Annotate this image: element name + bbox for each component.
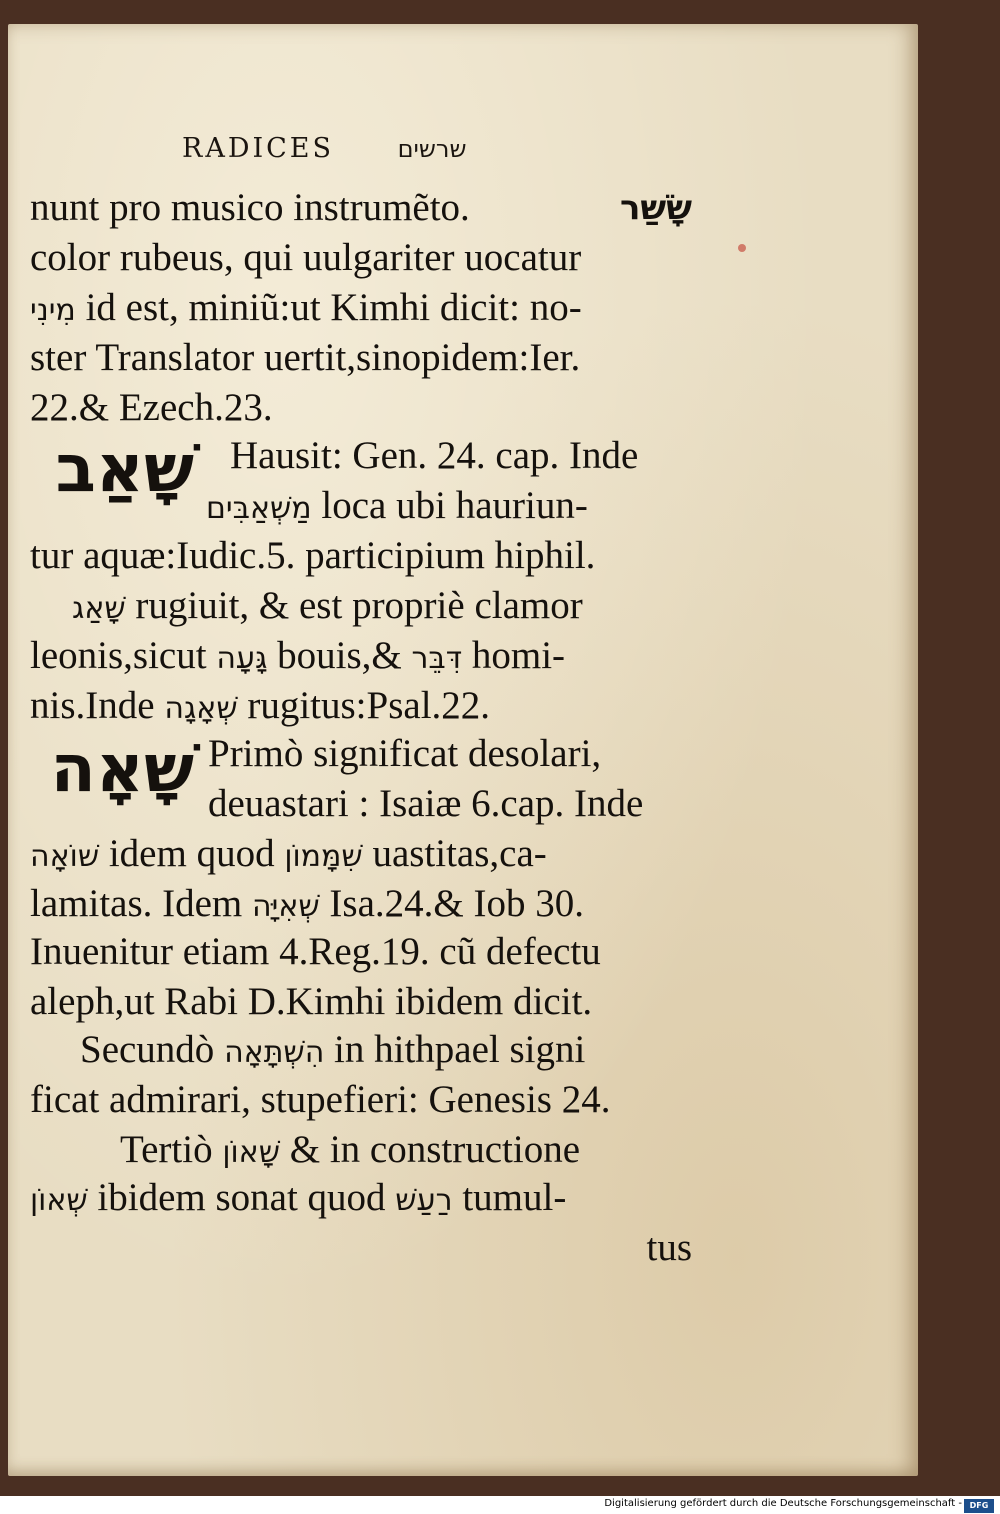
hebrew-word: שׁוֹאָה: [30, 839, 100, 874]
hebrew-word: הִשְׁתָּאָה: [224, 1035, 325, 1070]
text-line: nis.Inde שְׁאָגָה rugitus:Psal.22.: [30, 684, 491, 727]
header-hebrew: שרשים: [397, 135, 467, 163]
hebrew-word: שָׁאַג: [72, 591, 126, 626]
hebrew-word: גָּעָה: [216, 641, 268, 676]
text-line: Secundò הִשְׁתָּאָה in hithpael signi: [80, 1028, 586, 1071]
hebrew-word: דִּבֵּר: [411, 641, 463, 676]
hebrew-word: שָׁאוֹן: [222, 1135, 280, 1170]
digitization-credit: Digitalisierung gefördert durch die Deutsche Forschungsgemeinschaft -: [604, 1498, 962, 1509]
text-line: leonis,sicut גָּעָה bouis,& דִּבֵּר homi-: [30, 634, 566, 677]
text-line: Tertiò שָׁאוֹן & in constructione: [120, 1128, 581, 1171]
text-line: aleph,ut Rabi D.Kimhi ibidem dicit.: [30, 980, 593, 1023]
text-line: ster Translator uertit,sinopidem:Ier.: [30, 336, 581, 379]
hebrew-word: רַעַשׁ: [395, 1183, 453, 1218]
running-header: [182, 133, 466, 164]
hebrew-word: שָׂשַׁר: [619, 188, 692, 228]
hebrew-word: שִׁמָּמוֹן: [284, 839, 363, 874]
text-line: nunt pro musico instrumẽto. שָׂשַׁר: [30, 186, 692, 229]
text-line: מִינִי id est, miniũ:ut Kimhi dicit: no-: [30, 286, 582, 329]
header-latin: RADICES: [182, 133, 335, 164]
text-line: Inuenitur etiam 4.Reg.19. cũ defectu: [30, 930, 601, 973]
text-line: שׁוֹאָה idem quod שִׁמָּמוֹן uastitas,ca-: [30, 832, 547, 875]
text-line: ficat admirari, stupefieri: Genesis 24.: [30, 1078, 611, 1121]
text-line: tur aquæ:Iudic.5. participium hiphil.: [30, 534, 596, 577]
hebrew-word: מַשְׁאַבִּים: [206, 491, 312, 526]
text-line: 22.& Ezech.23.: [30, 386, 273, 429]
hebrew-word: שְׁאוֹן: [30, 1183, 88, 1218]
red-spot: [738, 244, 746, 252]
dfg-logo: DFG: [964, 1499, 994, 1513]
entry-heading-hebrew: שָׁאַב: [55, 430, 194, 507]
hebrew-word: מִינִי: [30, 293, 76, 328]
text-line: lamitas. Idem שְׁאִיָּה Isa.24.& Iob 30.: [30, 882, 584, 925]
hebrew-word: שְׁאִיָּה: [252, 889, 320, 924]
entry-heading-hebrew: שָׁאָה: [50, 730, 194, 807]
text-line: color rubeus, qui uulgariter uocatur: [30, 236, 582, 279]
text-line: שְׁאוֹן ibidem sonat quod רַעַשׁ tumul-: [30, 1176, 567, 1219]
hebrew-word: שְׁאָגָה: [164, 691, 238, 726]
catchword: tus: [646, 1226, 692, 1269]
text-line: שָׁאַג rugiuit, & est propriè clamor: [72, 584, 583, 627]
